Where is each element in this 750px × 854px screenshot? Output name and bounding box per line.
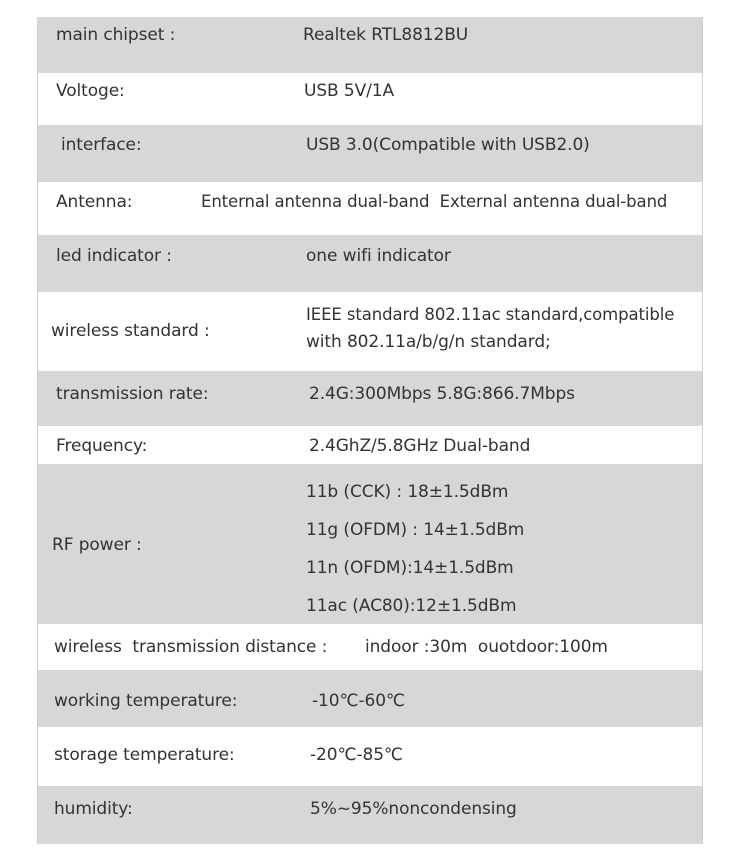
row-humidity bbox=[38, 786, 702, 844]
spec-table bbox=[37, 17, 703, 844]
value-wireless-standard-line2: with 802.11a/b/g/n standard; bbox=[306, 332, 551, 352]
value-rf-power-11g: 11g (OFDM) : 14±1.5dBm bbox=[306, 520, 525, 540]
row-led-indicator bbox=[38, 235, 702, 292]
row-frequency bbox=[38, 426, 702, 464]
label-storage-temperature: storage temperature: bbox=[54, 745, 235, 765]
label-humidity: humidity: bbox=[54, 799, 133, 819]
row-antenna bbox=[38, 182, 702, 235]
row-chipset bbox=[38, 17, 702, 73]
label-interface: interface: bbox=[61, 135, 142, 155]
value-wireless-standard-line1: IEEE standard 802.11ac standard,compatible bbox=[306, 305, 675, 324]
value-rf-power-11n: 11n (OFDM):14±1.5dBm bbox=[306, 558, 514, 578]
label-rf-power: RF power : bbox=[52, 535, 142, 555]
row-transmission-distance bbox=[38, 624, 702, 670]
value-transmission-distance: indoor :30m ouotdoor:100m bbox=[365, 637, 608, 657]
label-working-temperature: working temperature: bbox=[54, 691, 238, 711]
row-wireless-standard bbox=[38, 292, 702, 371]
row-working-temperature bbox=[38, 670, 702, 727]
value-interface: USB 3.0(Compatible with USB2.0) bbox=[306, 135, 590, 155]
label-voltage: Voltoge: bbox=[56, 81, 125, 101]
value-storage-temperature: -20℃-85℃ bbox=[310, 745, 403, 765]
value-transmission-rate: 2.4G:300Mbps 5.8G:866.7Mbps bbox=[309, 384, 575, 404]
value-led-indicator: one wifi indicator bbox=[306, 246, 451, 266]
value-voltage: USB 5V/1A bbox=[304, 81, 395, 101]
value-rf-power-11b: 11b (CCK) : 18±1.5dBm bbox=[306, 482, 509, 502]
value-frequency: 2.4GhZ/5.8GHz Dual-band bbox=[309, 436, 531, 456]
label-antenna: Antenna: bbox=[56, 192, 133, 212]
value-rf-power-11ac: 11ac (AC80):12±1.5dBm bbox=[306, 596, 517, 616]
label-chipset: main chipset : bbox=[56, 25, 176, 45]
row-rf-power bbox=[38, 464, 702, 624]
value-working-temperature: -10℃-60℃ bbox=[312, 691, 405, 711]
label-transmission-rate: transmission rate: bbox=[56, 384, 209, 404]
row-voltage bbox=[38, 73, 702, 125]
label-frequency: Frequency: bbox=[56, 436, 148, 456]
row-storage-temperature bbox=[38, 727, 702, 786]
value-chipset: Realtek RTL8812BU bbox=[303, 25, 469, 45]
row-transmission-rate bbox=[38, 371, 702, 426]
value-humidity: 5%~95%noncondensing bbox=[310, 799, 517, 819]
value-antenna: Enternal antenna dual-band External antenna dual-band bbox=[201, 192, 668, 211]
label-transmission-distance: wireless transmission distance : bbox=[54, 637, 328, 657]
label-led-indicator: led indicator : bbox=[56, 246, 172, 266]
label-wireless-standard: wireless standard : bbox=[51, 321, 210, 341]
row-interface bbox=[38, 125, 702, 182]
